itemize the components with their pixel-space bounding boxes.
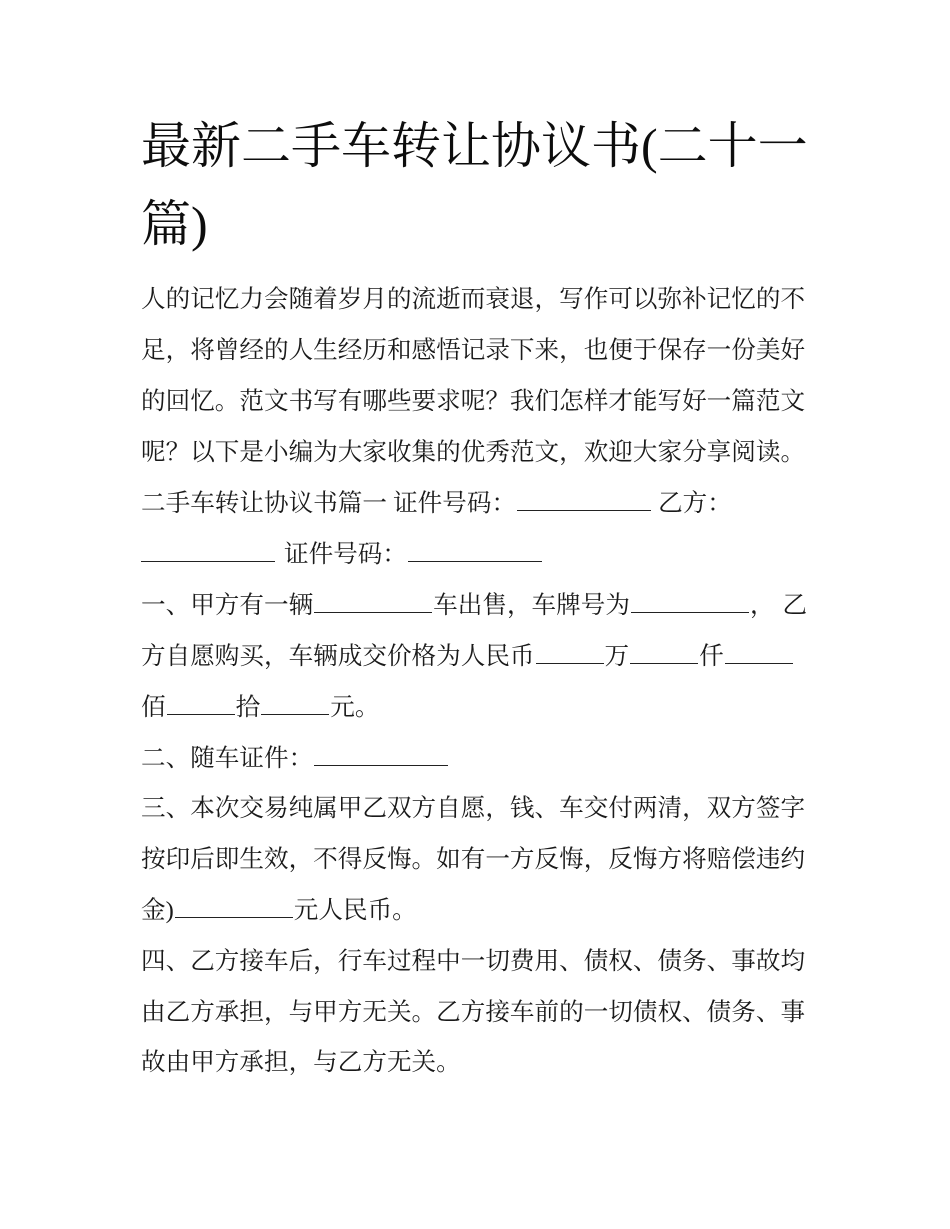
intro-line-1: 人的记忆力会随着岁月的流逝而衰退，写作可以弥补记忆的不 xyxy=(141,286,806,313)
vehicle-model-blank[interactable] xyxy=(314,590,432,613)
plate-number-blank[interactable] xyxy=(631,590,749,613)
clause-3-text-a: 金) xyxy=(141,897,174,924)
id-number-blank-a[interactable] xyxy=(517,488,651,511)
intro-line-2: 足，将曾经的人生经历和感悟记录下来，也便于保存一份美好 xyxy=(141,337,806,364)
unit-qian: 仟 xyxy=(699,643,724,670)
clause-3-line-2: 按印后即生效，不得反悔。如有一方反悔，反悔方将赔偿违约 xyxy=(141,846,806,873)
unit-yuan: 元。 xyxy=(330,694,380,721)
clause-3-text-b: 元人民币。 xyxy=(293,897,417,924)
party-b-name-blank[interactable] xyxy=(141,539,275,562)
clause-1-text-b: 车出售，车牌号为 xyxy=(433,592,630,619)
intro-line-4: 呢？以下是小编为大家收集的优秀范文，欢迎大家分享阅读。 xyxy=(141,439,806,466)
party-line-2 xyxy=(141,539,811,571)
unit-shi: 拾 xyxy=(235,694,261,721)
price-yuan-blank[interactable] xyxy=(261,692,329,715)
clause-4-line-3: 故由甲方承担，与乙方无关。 xyxy=(141,1049,461,1076)
unit-bai: 佰 xyxy=(141,694,166,721)
clause-3-line-3 xyxy=(141,895,811,927)
clause-1-price-text: 方自愿购买，车辆成交价格为人民币 xyxy=(141,643,535,670)
clause-1-text-c: ，乙 xyxy=(749,592,816,619)
id-number-blank-b[interactable] xyxy=(408,539,542,562)
price-bai-blank[interactable] xyxy=(725,641,793,664)
clause-1-line-2 xyxy=(141,641,811,673)
party-line-1 xyxy=(141,488,811,520)
clause-1-text-a: 一、甲方有一辆 xyxy=(141,592,314,619)
clause-4-line-2: 由乙方承担，与甲方无关。乙方接车前的一切债权、债务、事 xyxy=(141,999,806,1026)
price-wan-blank[interactable] xyxy=(536,641,604,664)
id-number-label-b: 证件号码： xyxy=(284,541,407,568)
party-section-heading: 二手车转让协议书篇一 证件号码： xyxy=(141,490,517,517)
unit-wan: 万 xyxy=(604,643,630,670)
clause-2-line-1 xyxy=(141,743,811,775)
clause-2-text: 二、随车证件： xyxy=(141,745,314,772)
clause-1-line-1 xyxy=(141,590,816,622)
party-b-label: 乙方： xyxy=(658,490,732,517)
clause-1-line-3 xyxy=(141,692,811,724)
clause-3-line-1: 三、本次交易纯属甲乙双方自愿，钱、车交付两清，双方签字 xyxy=(141,795,806,822)
intro-line-3: 的回忆。范文书写有哪些要求呢？我们怎样才能写好一篇范文 xyxy=(141,388,806,415)
documents-blank[interactable] xyxy=(314,743,448,766)
price-shi-blank[interactable] xyxy=(167,692,235,715)
document-title-line-2: 篇) xyxy=(141,196,208,252)
price-qian-blank[interactable] xyxy=(630,641,698,664)
clause-4-line-1: 四、乙方接车后，行车过程中一切费用、债权、债务、事故均 xyxy=(141,948,806,975)
penalty-amount-blank[interactable] xyxy=(175,895,293,918)
document-title-line-1: 最新二手车转让协议书(二十一 xyxy=(141,118,808,174)
